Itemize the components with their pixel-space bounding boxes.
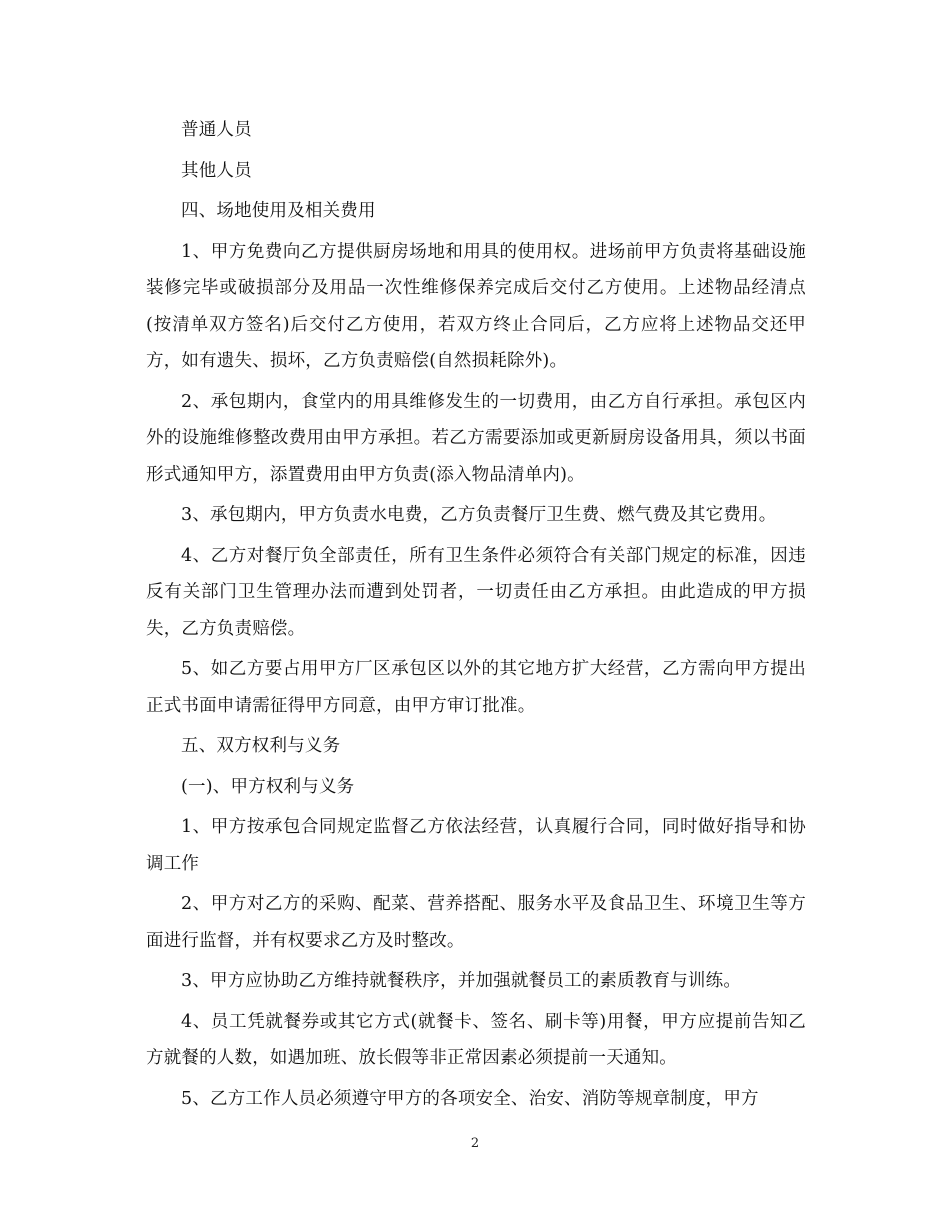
paragraph-venue-2: 2、承包期内，食堂内的用具维修发生的一切费用，由乙方自行承担。承包区内外的设施维修整改费用由甲方承担。若乙方需要添加或更新厨房设备用具，须以书面形式通知甲方，添置费用由甲方负责(添入物品清单内)。 [146, 391, 806, 485]
paragraph-venue-5: 5、如乙方要占用甲方厂区承包区以外的其它地方扩大经营，乙方需向甲方提出正式书面申请需征得甲方同意，由甲方审订批准。 [146, 659, 806, 716]
paragraph-party-a-2: 2、甲方对乙方的采购、配菜、营养搭配、服务水平及食品卫生、环境卫生等方面进行监督，并有权要求乙方及时整改。 [146, 894, 806, 951]
paragraph-general-staff: 普通人员 [181, 120, 252, 140]
document-body [146, 112, 806, 1121]
paragraph-party-a-4: 4、员工凭就餐券或其它方式(就餐卡、签名、刷卡等)用餐，甲方应提前告知乙方就餐的人数，如遇加班、放长假等非正常因素必须提前一天通知。 [146, 1011, 806, 1068]
paragraph-venue-1: 1、甲方免费向乙方提供厨房场地和用具的使用权。进场前甲方负责将基础设施装修完毕或破损部分及用品一次性维修保养完成后交付乙方使用。上述物品经清点(按清单双方签名)后交付乙方使用，若双方终止合同后，乙方应将上述物品交还甲方，如有遗失、损坏，乙方负责赔偿(自然损耗除外)。 [146, 241, 806, 371]
subsection-heading-party-a: (一)、甲方权利与义务 [181, 776, 355, 797]
paragraph-venue-4: 4、乙方对餐厅负全部责任，所有卫生条件必须符合有关部门规定的标准，因违反有关部门卫生管理办法而遭到处罚者，一切责任由乙方承担。由此造成的甲方损失，乙方负责赔偿。 [146, 545, 806, 639]
section-heading-rights-duties: 五、双方权利与义务 [181, 736, 341, 756]
paragraph-venue-3: 3、承包期内，甲方负责水电费，乙方负责餐厅卫生费、燃气费及其它费用。 [181, 505, 777, 525]
page-number: 2 [470, 1136, 480, 1151]
section-heading-venue-fees: 四、场地使用及相关费用 [181, 201, 376, 221]
paragraph-other-staff: 其他人员 [181, 160, 252, 181]
paragraph-party-a-1: 1、甲方按承包合同规定监督乙方依法经营，认真履行合同，同时做好指导和协调工作 [146, 817, 806, 874]
paragraph-party-a-5: 5、乙方工作人员必须遵守甲方的各项安全、治安、消防等规章制度，甲方 [181, 1088, 759, 1109]
paragraph-party-a-3: 3、甲方应协助乙方维持就餐秩序，并加强就餐员工的素质教育与训练。 [181, 971, 742, 991]
